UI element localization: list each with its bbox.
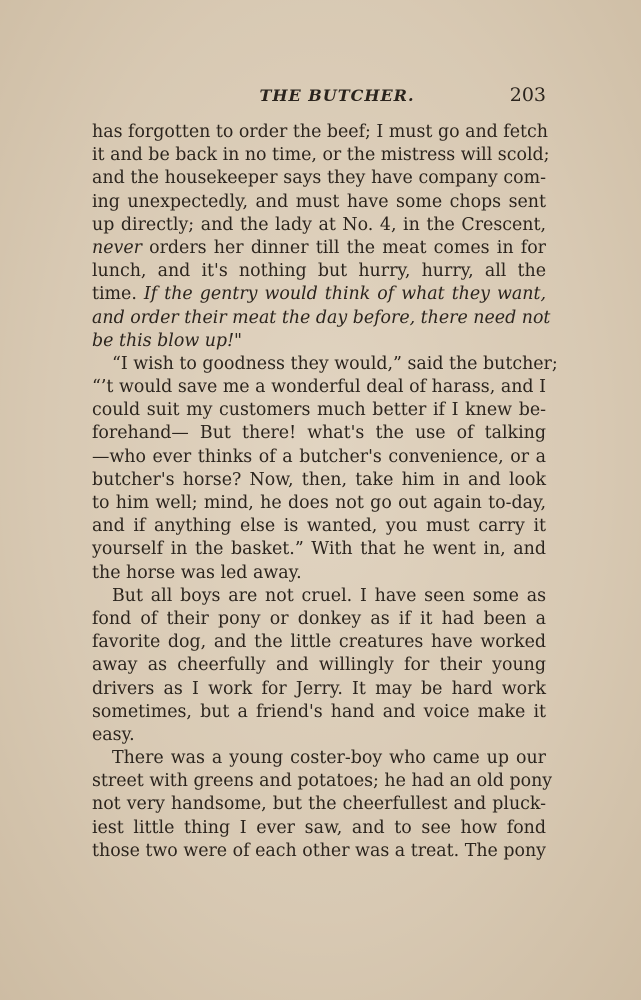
text-line: drivers as I work for Jerry. It may be hard work [92,678,546,699]
text-line [92,283,546,306]
page-header [92,84,546,110]
running-head-title: THE BUTCHER. [259,86,415,105]
text-segment: orders her dinner till the meat comes in for [141,237,546,258]
text-line: ing unexpectedly, and must have some chops sent [92,191,546,212]
text-line: sometimes, but a friend's hand and voice make it [92,701,546,722]
text-line-italic: be this blow up!" [92,330,243,351]
text-line: favorite dog, and the little creatures have worked [92,632,546,653]
text-line: it and be back in no time, or the mistress will scold; [92,145,550,166]
text-line: to him well; mind, he does not go out again to-day, [92,493,546,513]
text-line: and if anything else is wanted, you must carry it [92,516,546,537]
text-line: “’t would save me a wonderful deal of harass, and I [92,377,546,398]
text-line: not very handsome, but the cheerfullest and pluck- [92,794,546,815]
text-line: lunch, and it's nothing but hurry, hurry, all the [92,261,546,282]
text-line: forehand— But there! what's the use of talking [92,423,546,444]
text-line: yourself in the basket.” With that he went in, and [92,539,546,560]
italic-word: never [92,237,142,258]
text-line-italic: and order their meat the day before, there need not [92,307,551,328]
text-line [92,237,546,260]
text-line: has forgotten to order the beef; I must go and fetch [92,122,548,142]
text-segment: time. [92,284,144,305]
text-line: fond of their pony or donkey as if it had been a [92,608,546,629]
text-line: the horse was led away. [92,562,302,583]
text-line: those two were of each other was a treat. The pony [92,840,546,861]
text-line: butcher's horse? Now, then, take him in and look [92,469,546,490]
text-line: and the housekeeper says they have company com- [92,168,546,189]
text-line: “I wish to goodness they would,” said the butcher; [112,353,558,374]
text-line: easy. [92,724,135,745]
text-line: away as cheerfully and willingly for their young [92,655,546,676]
text-line: could suit my customers much better if I knew be- [92,400,546,421]
body-text [92,121,558,863]
text-line: There was a young coster-boy who came up our [112,748,546,769]
text-line: street with greens and potatoes; he had an old pony [92,771,553,792]
italic-segment: If the gentry would think of what they want, [143,284,546,305]
text-line: up directly; and the lady at No. 4, in the Crescent, [92,214,546,235]
text-line: —who ever thinks of a butcher's convenience, or a [92,446,546,467]
text-line: iest little thing I ever saw, and to see how fond [92,817,546,838]
page-number: 203 [509,84,546,106]
text-line: But all boys are not cruel. I have seen some as [112,585,546,606]
